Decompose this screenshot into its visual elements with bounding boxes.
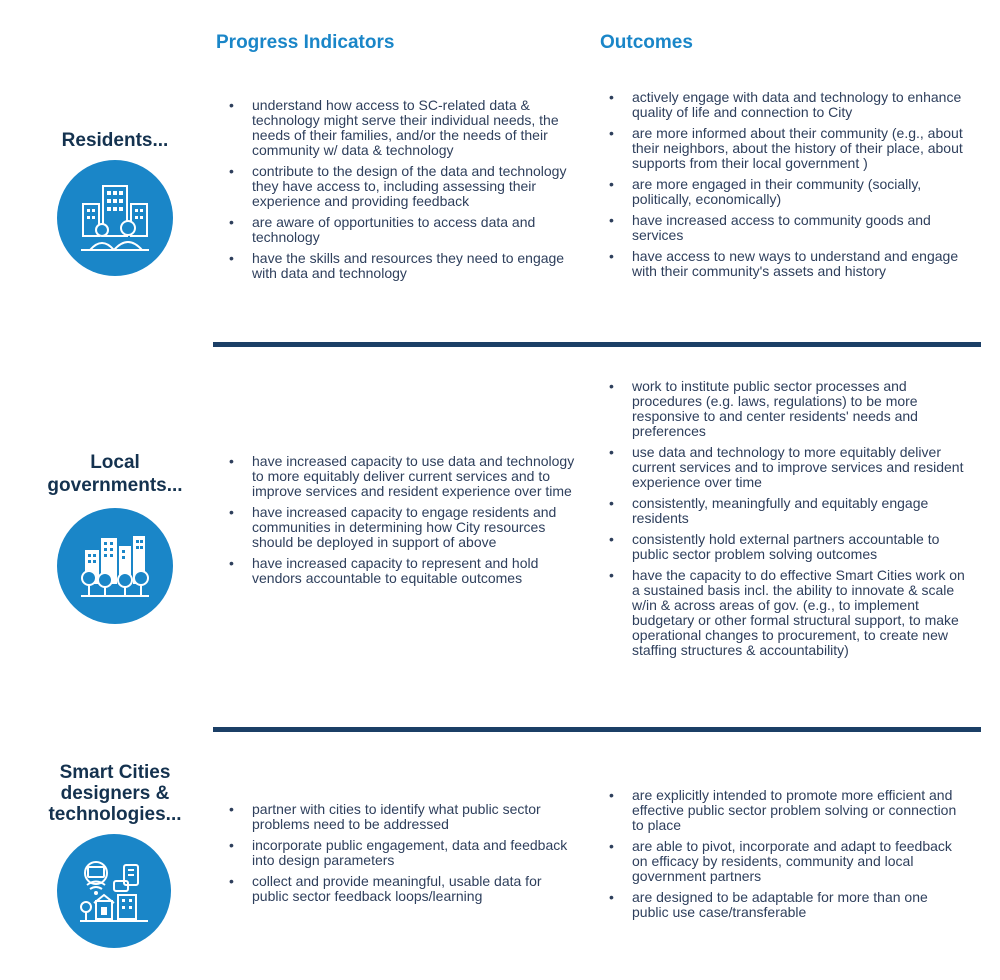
progress-indicators-header: Progress Indicators [216, 32, 395, 53]
list-item: • actively engage with data and technology to enhance quality of life and connection to City [606, 90, 966, 120]
list-item: • are aware of opportunities to access data and technology [226, 215, 576, 245]
list-item: • incorporate public engagement, data and feedback into design parameters [226, 838, 576, 868]
list-item: • have increased capacity to use data and technology to more equitably deliver current services and to improve services and resident experience over time [226, 454, 576, 499]
list-item: • work to institute public sector processes and procedures (e.g. laws, regulations) to be more responsive to and center residents' needs and preferences [606, 379, 966, 439]
residents-city-icon [75, 178, 155, 258]
smart-cities-designers-label: Smart Cities designers & technologies... [48, 762, 182, 825]
list-item: • have the capacity to do effective Smart Cities work on a sustained basis incl. the ability to innovate & scale w/in & across areas of gov. (e.g., to implement budgetary or other formal structural support, to make operational changes to procurement, to create new staffing structures & accountability) [606, 568, 966, 658]
list-item: • are designed to be adaptable for more than one public use case/transferable [606, 890, 966, 920]
local-governments-outcomes-list [606, 379, 966, 664]
outcomes-header: Outcomes [600, 32, 693, 53]
list-item: • have access to new ways to understand and engage with their community's assets and history [606, 249, 966, 279]
row-divider [213, 342, 981, 347]
smart-cities-circle [57, 834, 171, 948]
local-governments-label: Local governments... [47, 452, 183, 496]
local-governments-progress-list [226, 454, 576, 592]
residents-outcomes-list [606, 90, 966, 285]
local-governments-circle [57, 508, 173, 624]
list-item: • have increased capacity to represent and hold vendors accountable to equitable outcomes [226, 556, 576, 586]
list-item: • are explicitly intended to promote more efficient and effective public sector problem solving or connection to place [606, 788, 966, 833]
list-item: • consistently, meaningfully and equitably engage residents [606, 496, 966, 526]
list-item: • collect and provide meaningful, usable data for public sector feedback loops/learning [226, 874, 576, 904]
list-item: • have the skills and resources they need to engage with data and technology [226, 251, 576, 281]
list-item: • are more informed about their community (e.g., about their neighbors, about the history of their place, about supports from their local government ) [606, 126, 966, 171]
list-item: • are more engaged in their community (socially, politically, economically) [606, 177, 966, 207]
smart-city-tech-icon [74, 851, 154, 931]
residents-progress-list [226, 98, 576, 287]
list-item: • consistently hold external partners accountable to public sector problem solving outcomes [606, 532, 966, 562]
list-item: • understand how access to SC-related data & technology might serve their individual needs, the needs of their families, and/or the needs of their community w/ data & technology [226, 98, 576, 158]
smart-cities-outcomes-list [606, 788, 966, 926]
residents-circle [57, 160, 173, 276]
list-item: • have increased capacity to engage residents and communities in determining how City resources should be deployed in support of above [226, 505, 576, 550]
list-item: • partner with cities to identify what public sector problems need to be addressed [226, 802, 576, 832]
list-item: • are able to pivot, incorporate and adapt to feedback on efficacy by residents, community and local government partners [606, 839, 966, 884]
list-item: • contribute to the design of the data and technology they have access to, including assessing their experience and providing feedback [226, 164, 576, 209]
list-item: • use data and technology to more equitably deliver current services and to improve services and resident experience over time [606, 445, 966, 490]
row-divider [213, 727, 981, 732]
smart-cities-progress-list [226, 802, 576, 910]
residents-label: Residents... [61, 130, 169, 151]
city-buildings-trees-icon [75, 526, 155, 606]
list-item: • have increased access to community goods and services [606, 213, 966, 243]
